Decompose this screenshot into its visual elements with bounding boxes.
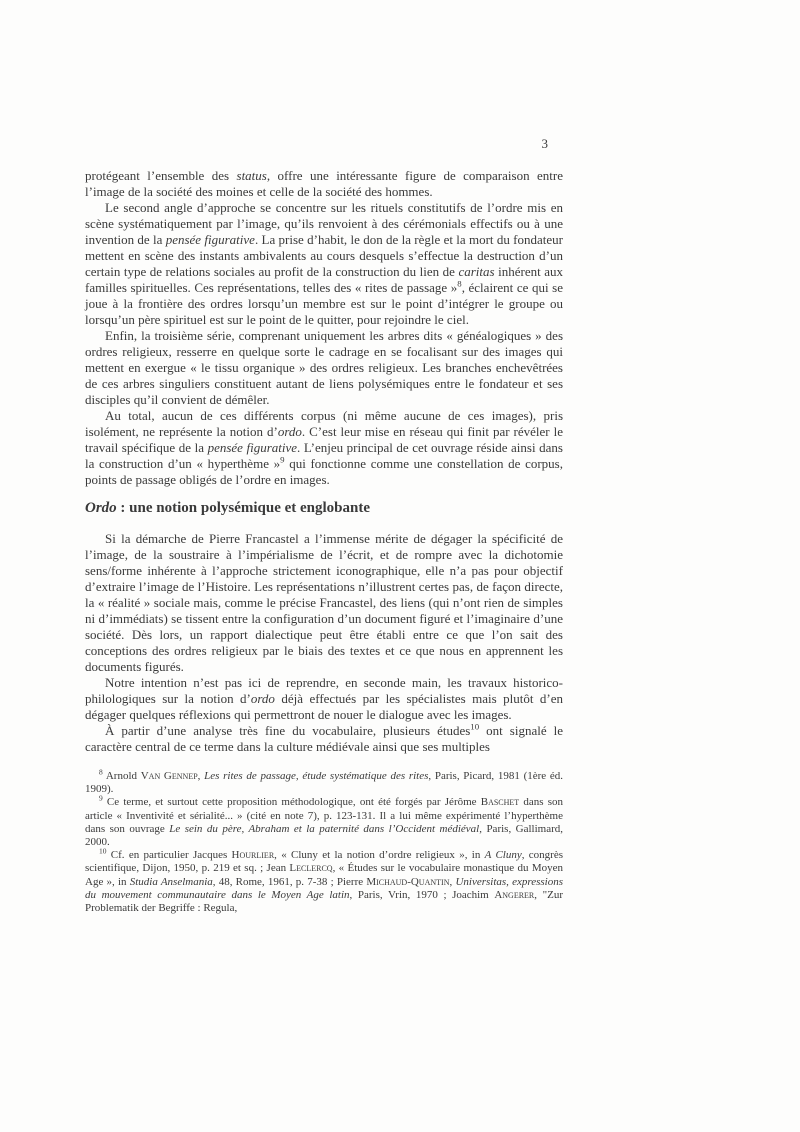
paragraph: [85, 723, 563, 755]
text-run: , éclairent ce qui se joue à la frontière des ordres lorsqu’un membre est sur le point d’intégrer le groupe ou lorsqu’un père spirituel est sur le point de le quitter, pour rejoindre le ciel.: [85, 280, 563, 327]
text-run: , Paris, Vrin, 1970 ; Joachim: [349, 888, 495, 901]
paragraph: [85, 328, 563, 408]
footnote-reference: 8: [99, 767, 103, 777]
footnote: [85, 846, 564, 915]
footnote-reference: 9: [280, 454, 285, 465]
paragraph: [85, 200, 563, 328]
section-heading: [85, 499, 563, 518]
footnote: [85, 767, 563, 796]
footnote-reference: 9: [99, 793, 103, 803]
text-run: inhérent aux familles spirituelles. Ces représentations, telles des « rites de passage »: [85, 264, 563, 295]
text-run: qui fonctionne comme une constellation de corpus, points de passage obligés de l’ordre en images.: [85, 456, 563, 487]
text-run: Universitas, expressions du mouvement communautaire dans le Moyen Age latin: [85, 875, 564, 901]
paragraph: [85, 408, 563, 488]
text-run: , Paris, Gallimard, 2000.: [85, 822, 563, 849]
paragraph: [85, 168, 563, 200]
footnote-reference: 10: [470, 721, 480, 732]
text-run: Angerer: [494, 888, 535, 901]
text-run: Si la démarche de Pierre Francastel a l’immense mérite de dégager la spécificité de l’image, de la soustraire à l’impérialisme de l’écrit, et de rompre avec la dichotomie sens/forme inhérente à l’approche strictement iconographique, elle n’a pas pour objectif d’extraire l’image de l’Histoire. Les représentations n’illustrent certes pas, de façon directe, la « réalité » sociale mais, comme le précise Francastel, des liens (qui n’ont rien de simples ni d’immédiats) se tissent entre la configuration d’un document figuré et l’imaginaire d’une société. Dès lors, un rapport dialectique peut être établi entre ce que l’on sait des conceptions des ordres religieux par le biais des textes et ce que nous en apprennent les documents figurés.: [85, 531, 563, 674]
text-run: , Paris, Picard, 1981 (1ère éd. 1909).: [85, 770, 563, 796]
page-number: 3: [541, 136, 548, 151]
text-run: Les rites de passage, étude systématique des rites: [204, 770, 429, 782]
text-run: Au total, aucun de ces différents corpus (ni même aucune de ces images), pris isolément, ne représente la notion d’: [85, 408, 563, 439]
text-run: , offre une intéressante figure de comparaison entre l’image de la société des moines et celle de la société des hommes.: [85, 168, 563, 199]
text-run: , « Études sur le vocabulaire monastique du Moyen Age », in: [85, 862, 563, 888]
text-run: dans son article « Inventivité et sérialité... » (cité en note 7), p. 123-131. Il a lui même expérimenté l’hyperthème dans son ouvrage: [85, 796, 564, 835]
text-run: ordo: [277, 424, 302, 439]
text-run: Studia Anselmania: [129, 875, 213, 888]
text-run: , « Cluny et la notion d’ordre religieux », in: [274, 849, 485, 862]
paragraph: [85, 531, 563, 675]
text-run: Ordo: [85, 500, 117, 516]
text-run: Ce terme, et surtout cette proposition méthodologique, ont été forgés par Jérôme: [102, 796, 481, 809]
text-run: ,: [449, 875, 456, 888]
text-run: ont signalé le caractère central de ce terme dans la culture médiévale ainsi que ses multiples: [85, 723, 563, 754]
paragraph: [85, 675, 563, 723]
text-run: . C’est leur mise en réseau qui finit par révéler le travail spécifique de la: [85, 424, 563, 455]
text-run: pensée figurative: [165, 232, 255, 247]
text-run: . La prise d’habit, le don de la règle et la mort du fondateur mettent en scène des instants ambivalents au cours desquels s’effectue la destruction d’un certain type de relations sociales au profit de la construction du lien de: [85, 232, 563, 279]
text-run: Notre intention n’est pas ici de reprendre, en seconde main, les travaux historico-philologiques sur la notion d’: [85, 675, 563, 706]
text-run: ordo: [250, 691, 275, 706]
text-run: : une notion polysémique et englobante: [116, 500, 371, 516]
text-run: Leclercq: [289, 862, 333, 875]
text-run: A Cluny: [484, 849, 522, 862]
text-run: Arnold: [102, 770, 141, 782]
text-run: , congrès scientifique, Dijon, 1950, p. 219 et sq. ; Jean: [85, 849, 563, 875]
footnotes: [85, 767, 564, 915]
text-run: Baschet: [480, 796, 520, 809]
text-run: Cf. en particulier Jacques: [106, 849, 232, 862]
text-column: [85, 137, 563, 915]
text-run: déjà effectués par les spécialistes mais plutôt d’en dégager quelques réflexions qui permettront de nouer le dialogue avec les images.: [85, 691, 563, 722]
text-run: status: [236, 168, 267, 183]
text-run: Le sein du père, Abraham et la paternité dans l’Occident médiéval: [169, 822, 480, 835]
footnote-reference: 10: [99, 846, 107, 856]
text-run: caritas: [458, 264, 495, 279]
footnote: [85, 793, 564, 849]
text-run: . L’enjeu principal de cet ouvrage réside ainsi dans la construction d’un « hyperthème »: [85, 440, 563, 471]
text-run: Van Gennep: [140, 770, 198, 782]
text-run: Hourlier: [231, 849, 275, 862]
text-run: Michaud-Quantin: [366, 875, 450, 888]
text-run: Enfin, la troisième série, comprenant uniquement les arbres dits « généalogiques » des ordres religieux, resserre en quelque sorte le cadrage en se focalisant sur des images qui mettent en exergue « le tissu organique » des ordres religieux. Les branches enchevêtrées de ces arbres singuliers constituent autant de liens polysémiques entre le fondateur et ses disciples qu’il convient de démêler.: [85, 328, 563, 407]
footnote-reference: 8: [457, 278, 462, 289]
text-run: Le second angle d’approche se concentre sur les rituels constitutifs de l’ordre mis en scène systématiquement par l’image, qu’ils renvoient à des cérémonials effectifs ou à une invention de la: [85, 200, 563, 247]
text-run: , "Zur Problematik der Begriffe : Regula,: [85, 888, 563, 915]
body-text: [85, 168, 563, 755]
text-run: , 48, Rome, 1961, p. 7-38 ; Pierre: [212, 875, 367, 888]
text-run: ,: [197, 770, 205, 782]
text-run: protégeant l’ensemble des: [85, 168, 237, 183]
text-run: À partir d’une analyse très fine du vocabulaire, plusieurs études: [105, 723, 471, 738]
text-run: pensée figurative: [207, 440, 298, 455]
